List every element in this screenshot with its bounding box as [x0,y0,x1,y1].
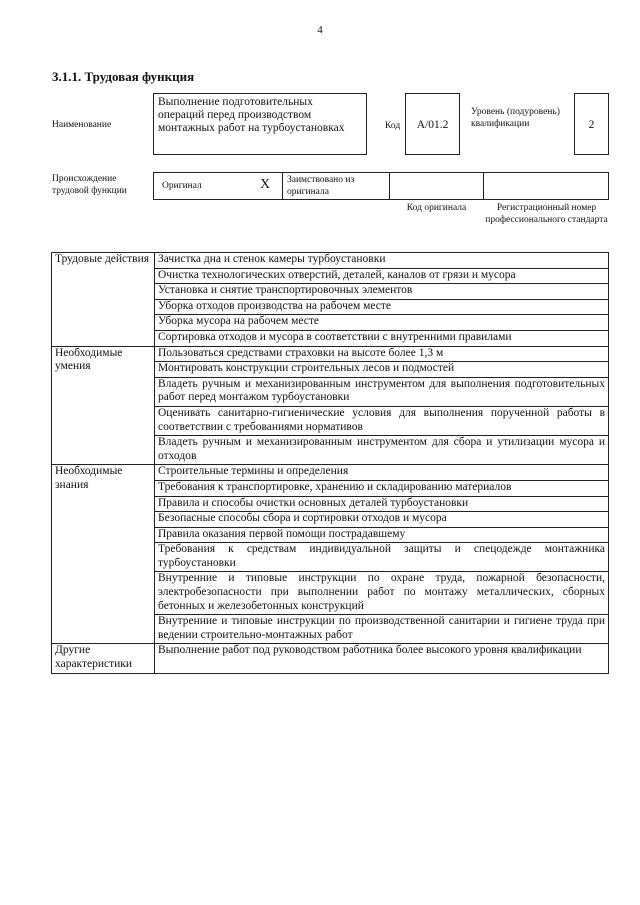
item-cell: Владеть ручным и механизированным инструментом для сбора и утилизации мусора и отходов [155,436,609,465]
item-cell: Требования к транспортировке, хранению и складированию материалов [155,480,609,496]
category-cell: Необходимые умения [52,346,155,465]
level-value-box [574,93,609,155]
code-original-cell [389,172,484,200]
item-cell: Сортировка отходов и мусора в соответствии с внутренними правилами [155,330,609,346]
table-row [52,253,609,269]
item-cell: Монтировать конструкции строительных лесов и подмостей [155,362,609,378]
item-cell: Пользоваться средствами страховки на высоте более 1,3 м [155,346,609,362]
item-cell: Оценивать санитарно-гигиенические условия для выполнения порученной работы в соответствии с требованиями нормативов [155,406,609,435]
item-cell: Зачистка дна и стенок камеры турбоустановки [155,253,609,269]
item-cell: Безопасные способы сбора и сортировки отходов и мусора [155,512,609,528]
item-cell: Внутренние и типовые инструкции по производственной санитарии и гигиене труда при ведении строительно-монтажных работ [155,615,609,644]
name-value: Выполнение подготовительных операций перед производством монтажных работ на турбоустановках [158,96,345,134]
item-cell: Уборка отходов производства на рабочем месте [155,299,609,315]
item-cell: Очистка технологических отверстий, деталей, каналов от грязи и мусора [155,268,609,284]
table-body [52,253,609,674]
item-cell: Правила и способы очистки основных деталей турбоустановки [155,496,609,512]
item-cell: Выполнение работ под руководством работника более высокого уровня квалификации [155,644,609,673]
page-number: 4 [317,24,323,36]
original-label: Оригинал [162,181,202,191]
borrowed-label: Заимствовано из оригинала [287,175,355,197]
original-mark: X [260,177,271,192]
table-row [52,346,609,362]
origin-label: Происхождение трудовой функции [52,174,127,196]
code-value-box [405,93,460,155]
item-cell: Внутренние и типовые инструкции по охране труда, пожарной безопасности, электробезопасности при выполнении работ по монтажу металлических, сборных бетонных и железобетонных конструкций [155,572,609,615]
section-title: 3.1.1. Трудовая функция [52,69,195,84]
category-cell: Другие характеристики [52,644,155,673]
table-row [52,465,609,481]
item-cell: Владеть ручным и механизированным инструментом для выполнения подготовительных работ перед монтажом турбоустановки [155,377,609,406]
item-cell: Уборка мусора на рабочем месте [155,315,609,331]
labor-function-table [51,252,609,674]
name-label: Наименование [52,120,112,130]
item-cell: Установка и снятие транспортировочных элементов [155,284,609,300]
level-value: 2 [588,119,595,131]
level-label: Уровень (подуровень) квалификации [471,107,560,129]
code-label: Код [385,121,401,131]
code-original-label: Код оригинала [406,203,467,213]
category-cell: Необходимые знания [52,465,155,644]
reg-number-label: Регистрационный номер профессионального стандарта [485,203,608,225]
code-value: А/01.2 [416,119,449,131]
name-value-box [153,93,367,155]
item-cell: Строительные термины и определения [155,465,609,481]
item-cell: Требования к средствам индивидуальной защиты и спецодежде монтажника турбоустановки [155,543,609,572]
table-row [52,644,609,673]
category-cell: Трудовые действия [52,253,155,347]
item-cell: Правила оказания первой помощи пострадавшему [155,527,609,543]
